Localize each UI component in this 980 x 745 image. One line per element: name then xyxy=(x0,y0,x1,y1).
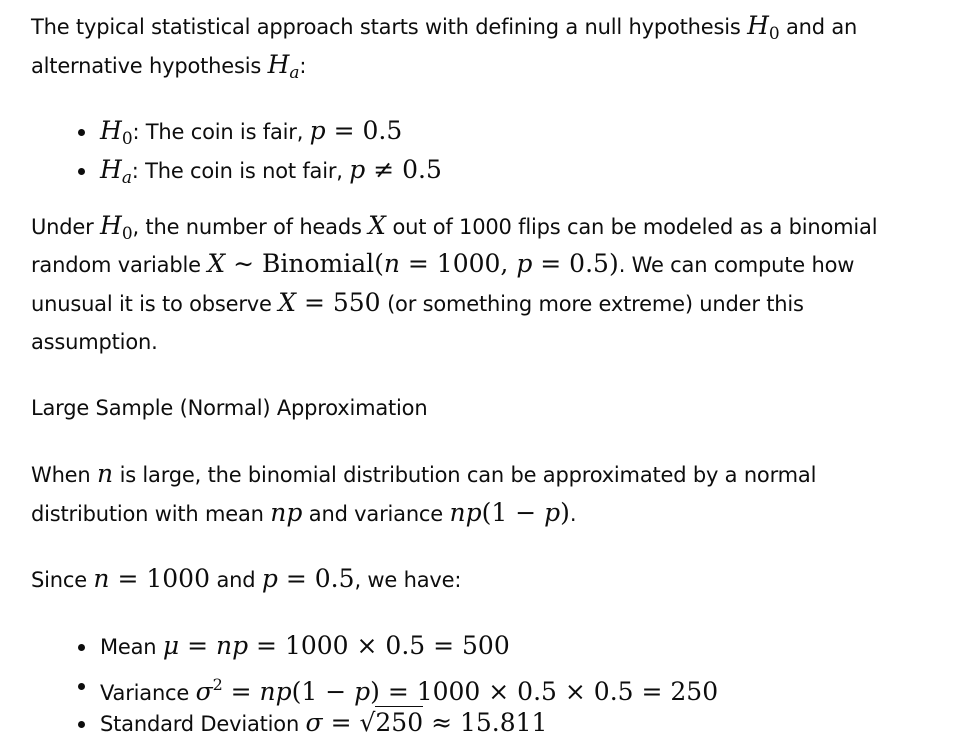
subscript: 0 xyxy=(121,129,133,149)
under-line-3 xyxy=(31,288,804,319)
sd-item xyxy=(100,708,547,739)
since-line xyxy=(31,564,461,595)
variance-item xyxy=(100,670,718,708)
intro-text: and an xyxy=(779,15,858,39)
math-expr: (1 − xyxy=(291,677,355,706)
h0-symbol: H xyxy=(100,116,122,145)
alt-hypothesis-symbol: H xyxy=(267,50,290,79)
intro-text: The typical statistical approach starts with defining a null hypothesis xyxy=(31,15,748,39)
math-expr: ) xyxy=(560,498,570,527)
bullet-dot xyxy=(78,644,85,651)
value: 0.5 xyxy=(402,155,442,184)
sqrt-expr: = √ xyxy=(322,708,376,737)
para-text: . We can compute how xyxy=(618,253,855,277)
math-expr: = 1000, xyxy=(399,249,517,278)
math-expr: = xyxy=(222,677,260,706)
math-expr: (1 − xyxy=(481,498,545,527)
para-text: is large, the binomial distribution can be approximated by a normal xyxy=(113,463,817,487)
math-expr: ∼ Binomial( xyxy=(225,249,384,278)
n-symbol: n xyxy=(383,249,400,278)
stat-label: Mean xyxy=(100,635,163,659)
p-symbol: p xyxy=(544,498,561,527)
superscript: 2 xyxy=(212,675,223,694)
math-expr: = 1000 xyxy=(109,564,210,593)
mean-item xyxy=(100,631,510,662)
math-expr: = 1000 × 0.5 = 500 xyxy=(248,631,510,660)
intro-text: alternative hypothesis xyxy=(31,54,268,78)
value: 0.5 xyxy=(362,116,403,145)
para-text: , we have: xyxy=(354,568,462,592)
relation: ≠ xyxy=(365,155,403,184)
para-text: (or something more extreme) under this xyxy=(380,292,804,316)
para-text: When xyxy=(31,463,97,487)
under-line-2 xyxy=(31,249,854,280)
np-symbol: np xyxy=(216,631,249,660)
math-expr: = 0.5) xyxy=(532,249,619,278)
para-text: random variable xyxy=(31,253,208,277)
para-text: . xyxy=(569,502,577,526)
para-text: out of 1000 flips can be modeled as a binomial xyxy=(385,215,878,239)
p-symbol: p xyxy=(516,249,533,278)
p-symbol: p xyxy=(261,564,278,593)
para-text: Under xyxy=(31,215,101,239)
n-symbol: n xyxy=(96,459,114,488)
p-symbol: p xyxy=(309,116,326,145)
math-expr: ≈ 15.811 xyxy=(423,708,548,737)
bullet-dot xyxy=(78,721,85,728)
para-text: Since xyxy=(31,568,94,592)
intro-line-1 xyxy=(31,11,857,49)
stat-label: Standard Deviation xyxy=(100,712,306,736)
x-symbol: X xyxy=(368,211,386,240)
para-text: and variance xyxy=(302,502,450,526)
x-symbol: X xyxy=(207,249,226,278)
bullet-dot xyxy=(78,168,85,175)
hypothesis-ha-item xyxy=(100,155,442,193)
subscript: 0 xyxy=(121,224,133,244)
n-symbol: n xyxy=(93,564,110,593)
np-symbol: np xyxy=(270,498,303,527)
null-hypothesis-symbol: H xyxy=(747,11,769,40)
ha-symbol: H xyxy=(100,155,122,184)
np-symbol: np xyxy=(449,498,482,527)
para-text: unusual it is to observe xyxy=(31,292,279,316)
sigma-symbol: σ xyxy=(195,677,213,706)
subscript: 0 xyxy=(768,24,780,44)
under-line-1 xyxy=(31,211,877,249)
bullet-dot xyxy=(78,129,85,136)
math-expr: = 550 xyxy=(296,288,381,317)
under-line-4: assumption. xyxy=(31,330,158,354)
relation: = xyxy=(325,116,363,145)
intro-text: : xyxy=(299,54,307,78)
para-text: , the number of heads xyxy=(132,215,369,239)
math-expr: ) = 1000 × 0.5 × 0.5 = 250 xyxy=(370,677,719,706)
para-text: distribution with mean xyxy=(31,502,271,526)
when-line-2 xyxy=(31,498,576,529)
section-heading: Large Sample (Normal) Approximation xyxy=(31,396,428,420)
para-text: and xyxy=(210,568,262,592)
p-symbol: p xyxy=(354,677,371,706)
math-expr: = 0.5 xyxy=(277,564,355,593)
x-symbol: X xyxy=(278,288,297,317)
hypothesis-h0-item xyxy=(100,116,402,154)
mu-symbol: μ xyxy=(162,631,180,660)
p-symbol: p xyxy=(349,155,366,184)
h0-symbol: H xyxy=(100,211,122,240)
bullet-dot xyxy=(78,683,85,690)
sqrt-argument: 250 xyxy=(375,708,424,737)
np-symbol: np xyxy=(259,677,292,706)
stat-label: Variance xyxy=(100,681,196,705)
subscript: a xyxy=(289,63,300,83)
intro-line-2 xyxy=(31,50,306,88)
math-expr: = xyxy=(179,631,216,660)
subscript: a xyxy=(121,168,132,188)
hypothesis-text: : The coin is not fair, xyxy=(131,159,350,183)
when-line-1 xyxy=(31,459,816,490)
sigma-symbol: σ xyxy=(305,708,323,737)
hypothesis-text: : The coin is fair, xyxy=(132,120,310,144)
